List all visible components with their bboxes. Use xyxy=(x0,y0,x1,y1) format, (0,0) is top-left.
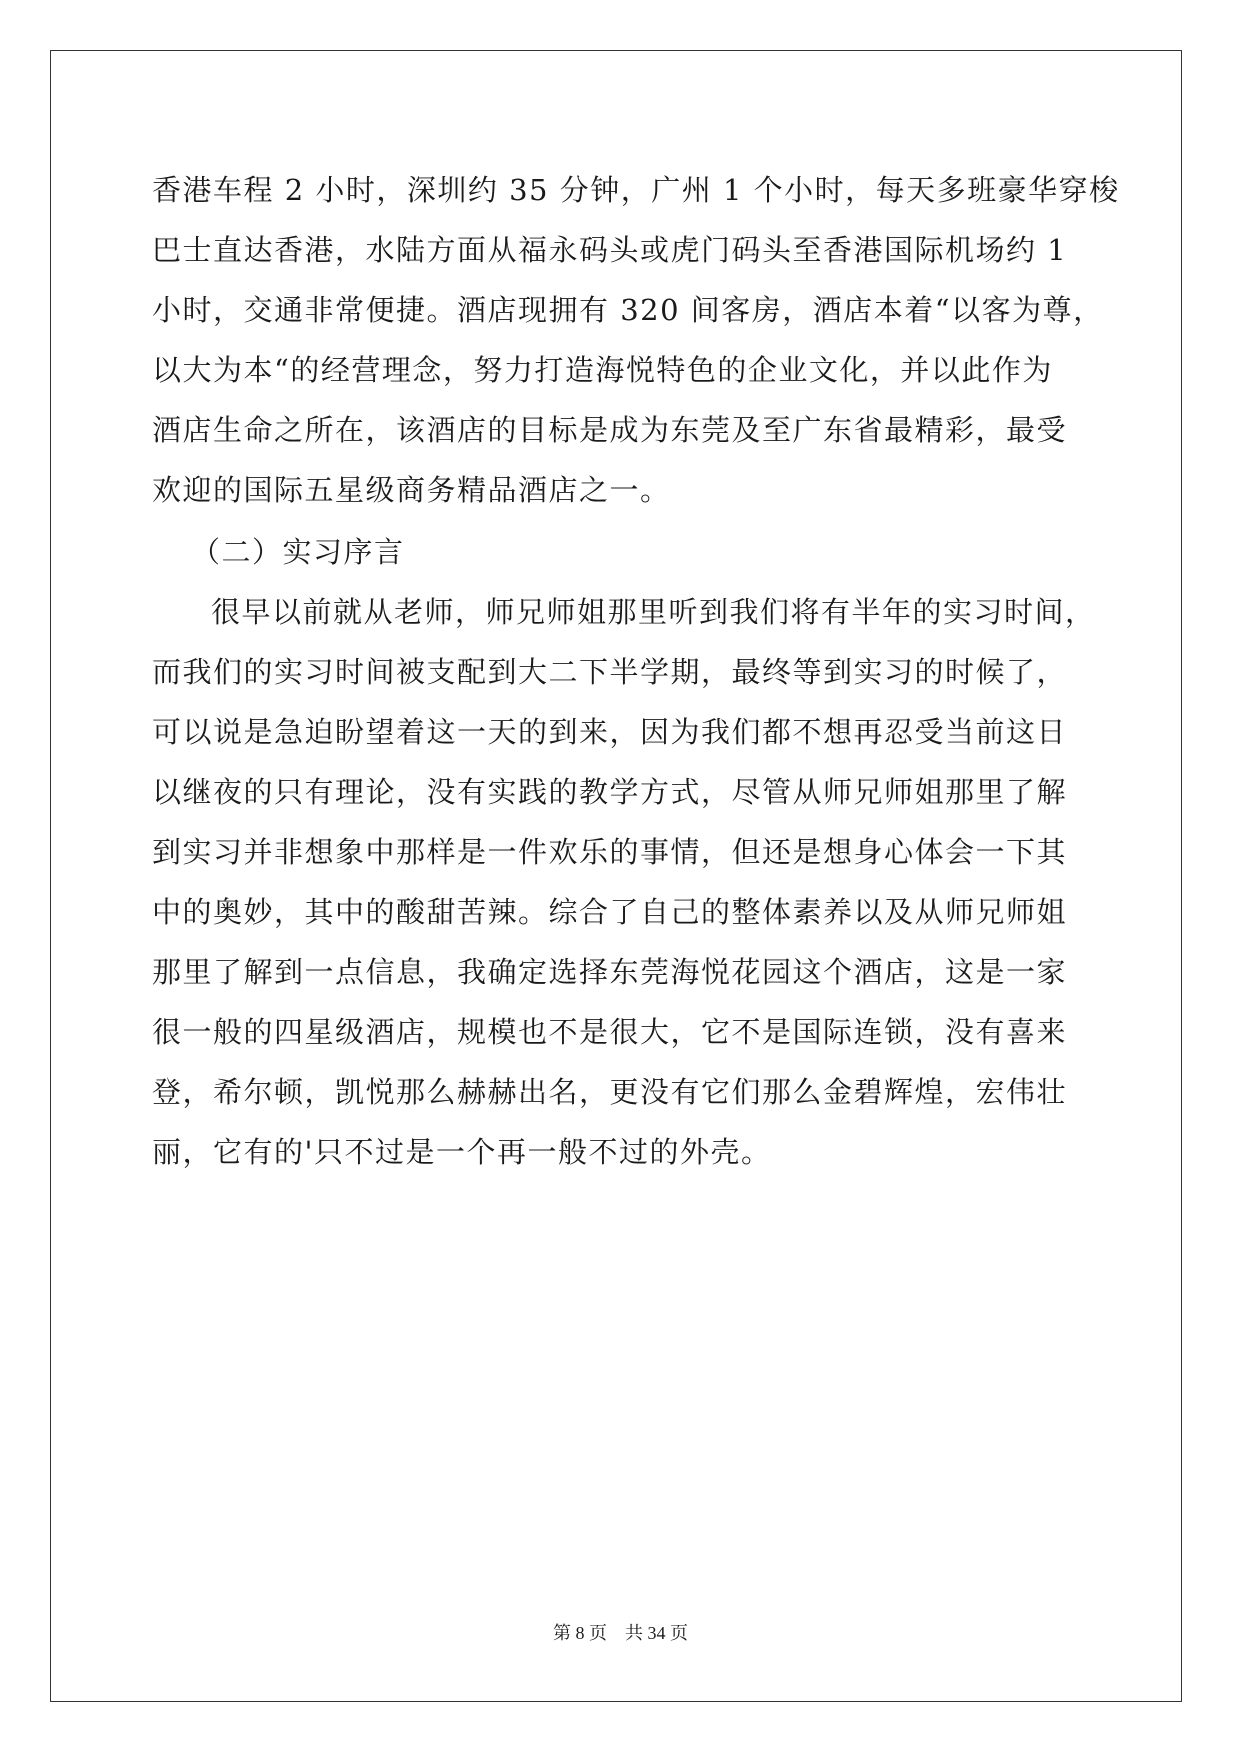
paragraph-line: 中的奥妙，其中的酸甜苦辣。综合了自己的整体素养以及从师兄师姐 xyxy=(152,895,1068,929)
paragraph-line: 小时，交通非常便捷。酒店现拥有 320 间客房，酒店本着“以客为尊， xyxy=(152,293,1104,327)
paragraph-line: 酒店生命之所在，该酒店的目标是成为东莞及至广东省最精彩，最受 xyxy=(152,413,1068,447)
paragraph-line: 可以说是急迫盼望着这一天的到来，因为我们都不想再忍受当前这日 xyxy=(152,715,1068,749)
paragraph-line: 很早以前就从老师，师兄师姐那里听到我们将有半年的实习时间， xyxy=(211,595,1096,629)
paragraph-line: 以继夜的只有理论，没有实践的教学方式，尽管从师兄师姐那里了解 xyxy=(152,775,1068,809)
paragraph-line: 而我们的实习时间被支配到大二下半学期，最终等到实习的时候了， xyxy=(152,655,1068,689)
paragraph-line: 那里了解到一点信息，我确定选择东莞海悦花园这个酒店，这是一家 xyxy=(152,955,1068,989)
paragraph-line: 欢迎的国际五星级商务精品酒店之一。 xyxy=(152,473,671,507)
paragraph-line: 丽，它有的'只不过是一个再一般不过的外壳。 xyxy=(152,1135,772,1169)
paragraph-line: 登，希尔顿，凯悦那么赫赫出名，更没有它们那么金碧辉煌，宏伟壮 xyxy=(152,1075,1068,1109)
paragraph-line: 到实习并非想象中那样是一件欢乐的事情，但还是想身心体会一下其 xyxy=(152,835,1068,869)
paragraph-line: 很一般的四星级酒店，规模也不是很大，它不是国际连锁，没有喜来 xyxy=(152,1015,1068,1049)
section-heading: （二）实习序言 xyxy=(191,535,405,569)
paragraph-line: 香港车程 2 小时，深圳约 35 分钟，广州 1 个小时，每天多班豪华穿梭 xyxy=(152,173,1120,207)
page-number: 第 8 页 共 34 页 xyxy=(553,1623,688,1643)
paragraph-line: 以大为本“的经营理念，努力打造海悦特色的企业文化，并以此作为 xyxy=(152,353,1053,387)
paragraph-line: 巴士直达香港，水陆方面从福永码头或虎门码头至香港国际机场约 1 xyxy=(152,233,1068,267)
